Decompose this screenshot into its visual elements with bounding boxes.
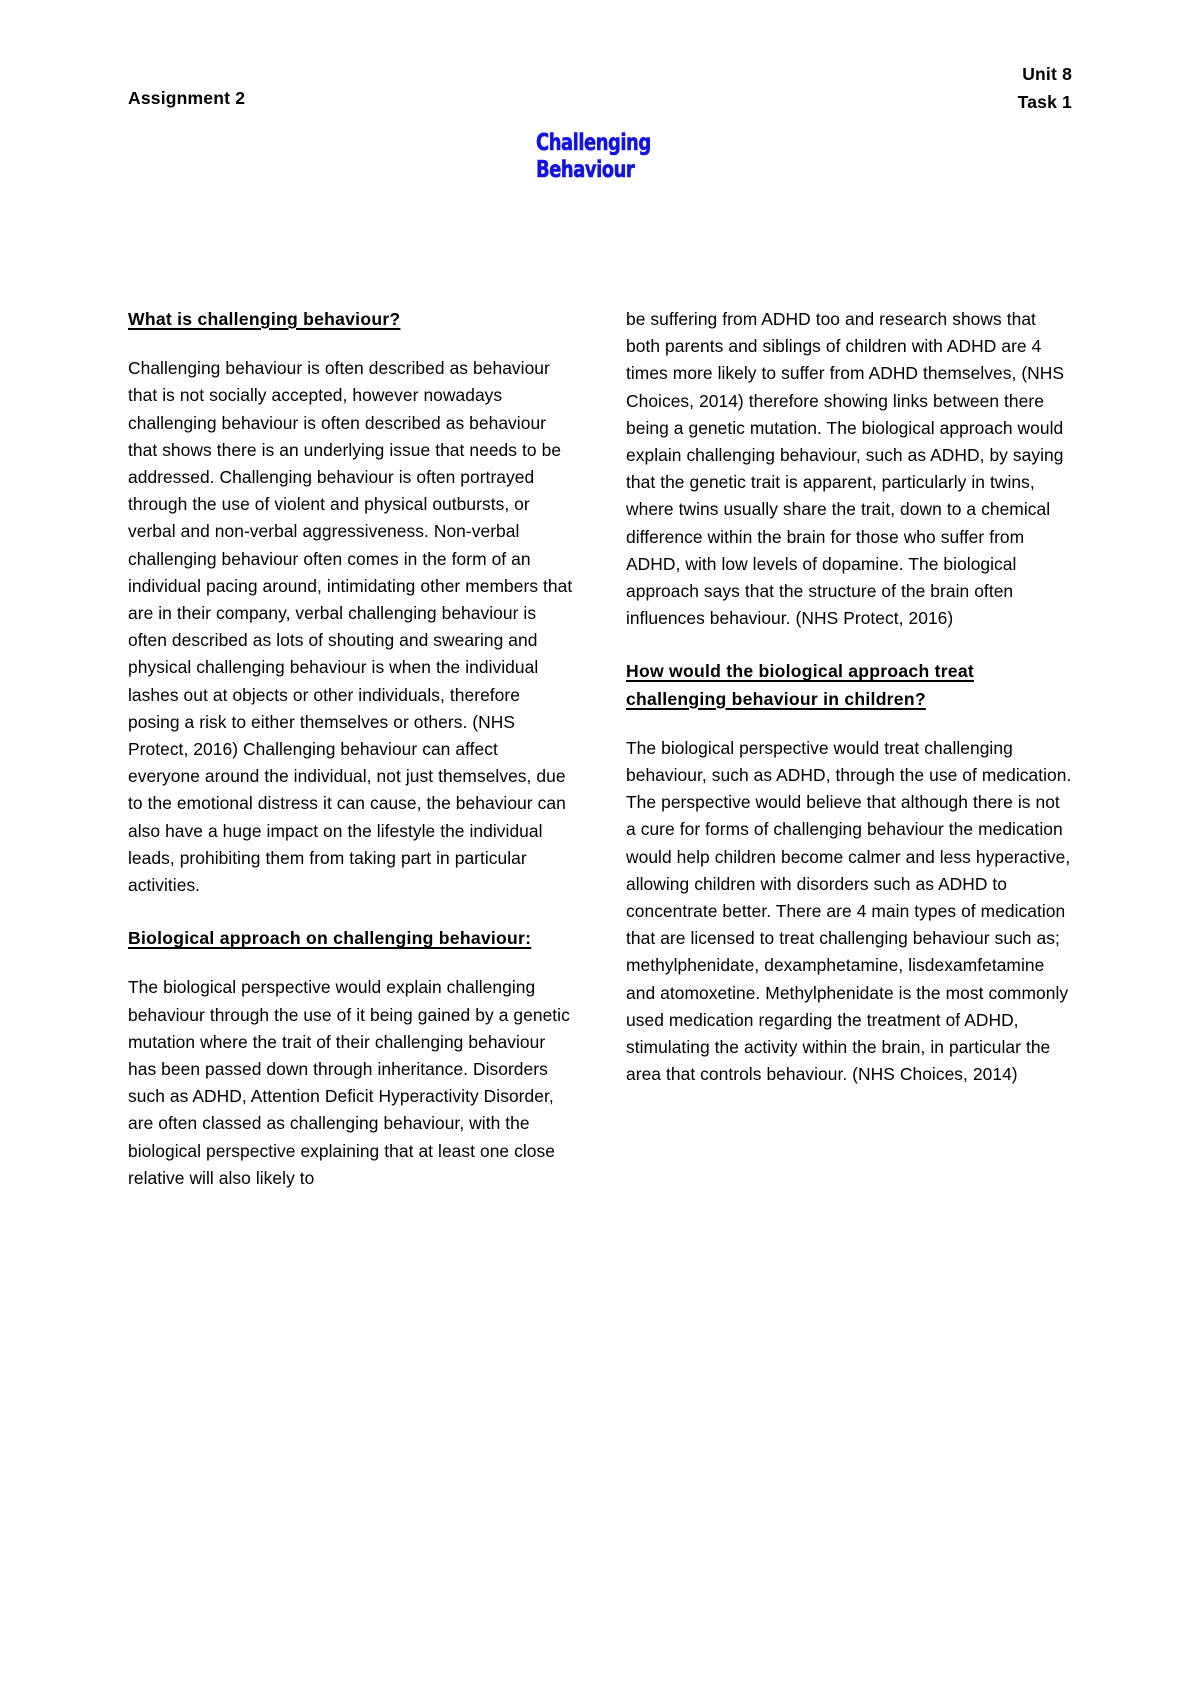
unit-task-block [1018, 60, 1072, 116]
document-body-columns [128, 306, 1072, 1192]
document-header [128, 60, 1072, 124]
paragraph-biological-explanation: The biological perspective would explain challenging behaviour through the use of it being gained by a genetic mutation where the trait of their challenging behaviour has been passed down through inheritance. Disorders such as ADHD, Attention Deficit Hyperactivity Disorder, are often classed as challenging behaviour, with the biological perspective explaining that at least one close relative will also likely to [128, 977, 570, 1188]
paragraph-definition: Challenging behaviour is often described as behaviour that is not socially accepted, however nowadays challenging behaviour is often described as behaviour that shows there is an underlying issue that needs to be addressed. Challenging behaviour is often portrayed through the use of violent and physical outbursts, or verbal and non-verbal aggressiveness. Non-verbal challenging behaviour often comes in the form of an individual pacing around, intimidating other members that are in their company, verbal challenging behaviour is often described as lots of shouting and swearing and physical challenging behaviour is when the individual lashes out at objects or other individuals, therefore posing a risk to either themselves or others. (NHS Protect, 2016) Challenging behaviour can affect everyone around the individual, not just themselves, due to the emotional distress it can cause, the behaviour can also have a huge impact on the lifestyle the individual leads, prohibiting them from taking part in particular activities. [128, 358, 573, 896]
unit-label: Unit 8 [1022, 64, 1072, 84]
left-column [128, 306, 574, 1192]
heading-what-is-challenging-behaviour: What is challenging behaviour? [128, 309, 401, 329]
heading-biological-approach: Biological approach on challenging behaviour: [128, 928, 532, 949]
paragraph-medication-treatment: The biological perspective would treat challenging behaviour, such as ADHD, through the use of medication. The perspective would believe that although there is not a cure for forms of challenging behaviour the medication would help children become calmer and less hyperactive, allowing children with disorders such as ADHD to concentrate better. There are 4 main types of medication that are licensed to treat challenging behaviour such as; methylphenidate, dexamphetamine, lisdexamfetamine and atomoxetine. Methylphenidate is the most commonly used medication regarding the treatment of ADHD, stimulating the activity within the brain, in particular the area that controls behaviour. (NHS Choices, 2014) [626, 737, 1072, 1085]
task-label: Task 1 [1017, 92, 1072, 112]
paragraph-genetics-continued: be suffering from ADHD too and research shows that both parents and siblings of children with ADHD are 4 times more likely to suffer from ADHD themselves, (NHS Choices, 2014) therefore showing links between there being a genetic mutation. The biological approach would explain challenging behaviour, such as ADHD, by saying that the genetic trait is apparent, particularly in twins, where twins usually share the trait, down to a chemical difference within the brain for those who suffer from ADHD, with low levels of dopamine. The biological approach says that the structure of the brain often influences behaviour. (NHS Protect, 2016) [626, 309, 1065, 629]
document-title-line-1: Challenging [536, 130, 651, 156]
heading-biological-treatment: How would the biological approach treat challenging behaviour in children? [626, 661, 974, 709]
right-column [626, 306, 1072, 1088]
document-title-wordart [536, 130, 739, 184]
document-title-line-2: Behaviour [536, 157, 635, 183]
assignment-label: Assignment 2 [128, 88, 246, 108]
